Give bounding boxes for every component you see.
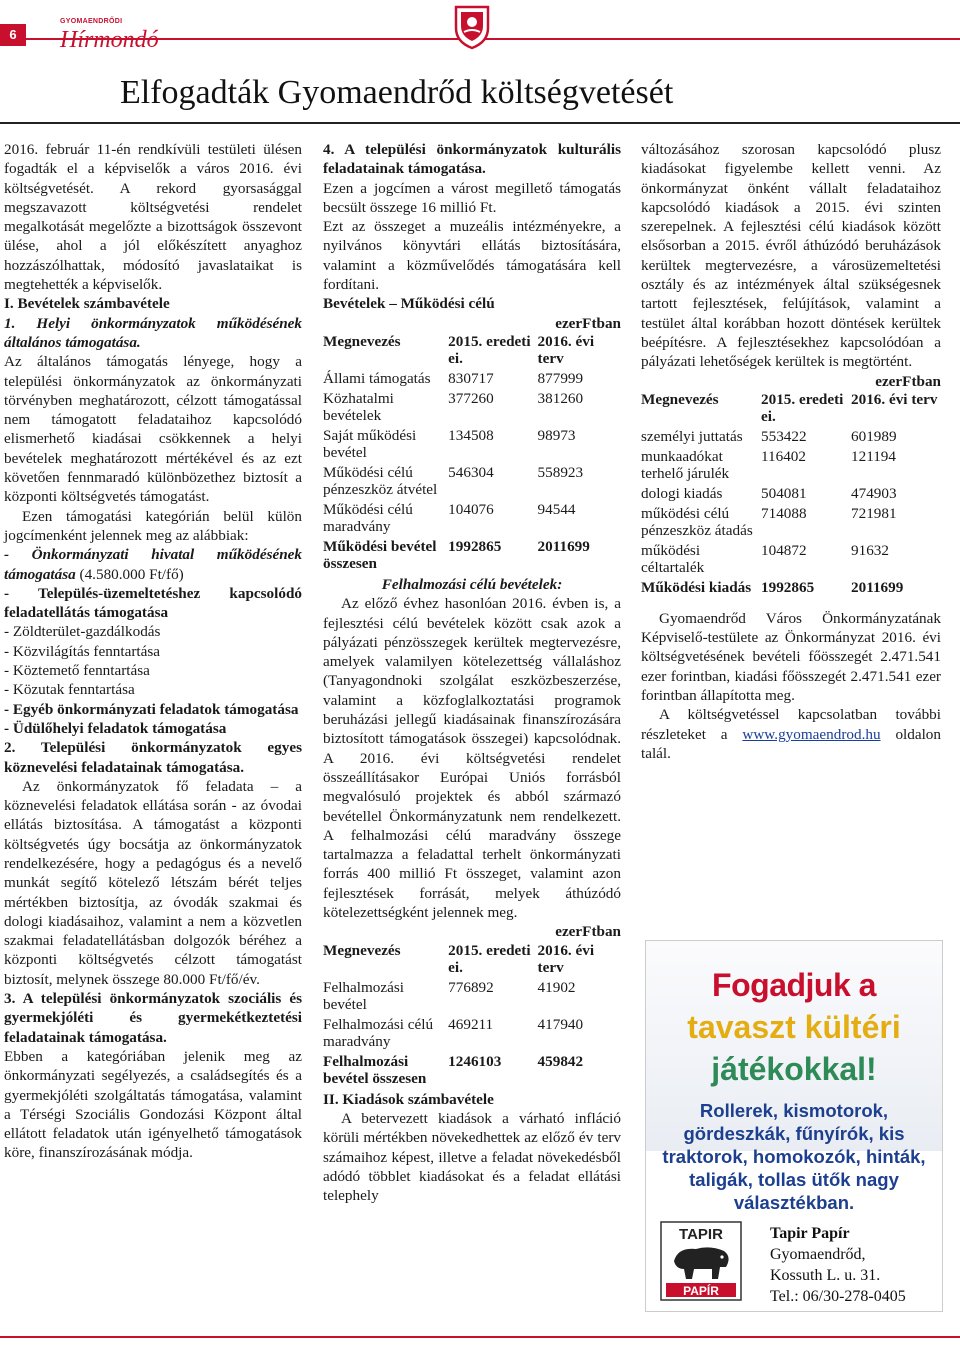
table-unit: ezerFtban bbox=[875, 372, 941, 390]
table-body bbox=[641, 428, 941, 599]
ad-body-text: Rollerek, kismotorok, gördeszkák, fűnyírók, kis traktorok, homokozók, hinták, taligák, tollas ütők nagy választékban. bbox=[662, 1100, 926, 1213]
ad-address bbox=[770, 1223, 940, 1307]
column-header: 2016. évi terv bbox=[537, 332, 595, 367]
subsection-heading-culture: 4. A települési önkormányzatok kulturális feladatainak támogatása. bbox=[323, 141, 621, 178]
cell-name: Működési célú maradvány bbox=[323, 500, 413, 535]
table-header-row bbox=[323, 942, 621, 979]
cell-2016: 459842 bbox=[537, 1052, 584, 1070]
cell-2015: 377260 bbox=[448, 389, 494, 407]
cell-2016: 417940 bbox=[537, 1015, 584, 1033]
cell-2015: 504081 bbox=[761, 484, 807, 502]
paragraph: Az általános támogatás lényege, hogy a települési önkormányzatok az önkormányzati törvényben meghatározott, célzott támogatással nem támogatott feladataihoz kapcsolódó elismerhető kiadásai csökkennek a helyi bevételek meghatározott mértékével és az ezt követően fennmaradó különbözethez biztosít a központi költségvetés támogatást. bbox=[4, 353, 302, 506]
paragraph: Gyomaendrőd Város Önkormányzatának Képviselő-testülete az Önkormányzat 2016. évi költségvetésének bevételi főösszegét 2.471.541 ezer forintban, kiadási főösszegét 2.471.541 ezer forintban állapította meg. bbox=[641, 609, 941, 705]
subsection-heading-social: 3. A települési önkormányzatok szociális és gyermekjóléti és gyermekétkeztetési feladatainak támogatása. bbox=[4, 990, 302, 1046]
table-row bbox=[323, 538, 621, 575]
cell-2016: 558923 bbox=[537, 463, 584, 481]
logo-bottom-text: PAPÍR bbox=[683, 1284, 719, 1298]
paragraph: változásához szorosan kapcsolódó plusz kiadásokat figyelembe kellett venni. Az önkormányzat önként vállalt feladataihoz kapcsolódó kiadások a 2015. évi szinten szerepelnek. A fejlesztési célú kiadások között elsősorban a 2015. évről áthúzódó beruházások kerültek megtervezésre, a városüzemeltetési osztály és az intézmények által szükségesnek tartott fejlesztések, felújítások, valamint a testület által korábban hozott döntések kerültek beépítésre. A fejlesztésekhez kapcsolódóan a pályázati lehetőségek kerültek is megtörtént. bbox=[641, 141, 941, 371]
column-3 bbox=[641, 140, 941, 763]
shop-city: Gyomaendrőd, bbox=[770, 1246, 866, 1263]
cell-2016: 121194 bbox=[851, 447, 896, 465]
cell-name: működési célú pénzeszköz átadás bbox=[641, 504, 753, 539]
list-item: - Közvilágítás fenntartása bbox=[4, 642, 161, 660]
list-item: - Zöldterület-gazdálkodás bbox=[4, 623, 161, 641]
cell-2016: 91632 bbox=[851, 541, 889, 559]
cell-2015: 1992865 bbox=[448, 537, 502, 555]
title-rule bbox=[0, 122, 960, 124]
logo-title: Hírmondó bbox=[60, 27, 159, 53]
cell-2015: 776892 bbox=[448, 978, 494, 996]
cell-name: Állami támogatás bbox=[323, 369, 431, 387]
text: A költségvetéssel kapcsolatban további részleteket a bbox=[641, 706, 941, 743]
cell-2015: 116402 bbox=[761, 447, 806, 465]
footer-rule bbox=[0, 1336, 960, 1338]
cell-name: munkaadókat terhelő járulék bbox=[641, 447, 730, 482]
table-header-row bbox=[641, 391, 941, 428]
intro-paragraph: 2016. február 11-én rendkívüli testületi ülésen fogadták el a képviselők a város 2016. évi költségvetését. A rekord gyorsasággal megszavazott költségvetési rendelet megalkotását megelőzte a bizottságok összevont ülése, ahol a jól előkészített anyaghoz hozzászólhattak, módosító javaslataikat is megtehették a képviselők. bbox=[4, 141, 302, 294]
text: oldalon talál. bbox=[641, 725, 941, 762]
table-unit: ezerFtban bbox=[555, 923, 621, 941]
coat-of-arms-icon bbox=[452, 4, 492, 50]
cell-2016: 877999 bbox=[537, 369, 584, 387]
table-row bbox=[323, 1016, 621, 1053]
list-item: - Település-üzemeltetéshez kapcsolódó feladatellátás támogatása bbox=[4, 584, 302, 622]
cell-2016: 381260 bbox=[537, 389, 584, 407]
table-row bbox=[323, 464, 621, 501]
cell-2016: 94544 bbox=[537, 500, 576, 518]
list-item-bold: - Önkormányzati hivatal működésének támogatása bbox=[4, 546, 302, 583]
column-header: 2016. évi terv bbox=[851, 390, 938, 408]
operating-income-table bbox=[323, 333, 621, 575]
tapir-papir-logo bbox=[660, 1221, 742, 1301]
cell-2016: 41902 bbox=[537, 978, 576, 996]
page-number: 6 bbox=[0, 24, 26, 46]
cell-name: Közhatalmi bevételek bbox=[323, 389, 394, 424]
subheading-capital-income: Felhalmozási célú bevételek: bbox=[381, 575, 563, 593]
table-row bbox=[641, 428, 941, 448]
table-title-operating-income: Bevételek – Működési célú bbox=[323, 295, 495, 313]
table-row bbox=[323, 390, 621, 427]
paragraph: Ezen a jogcímen a várost megillető támogatás becsült összege 16 millió Ft. bbox=[323, 179, 621, 216]
table-row bbox=[641, 448, 941, 485]
cell-name: Működési bevétel összesen bbox=[323, 537, 437, 572]
shop-name: Tapir Papír bbox=[770, 1225, 850, 1242]
table-row bbox=[641, 579, 941, 599]
cell-name: működési céltartalék bbox=[641, 541, 705, 576]
cell-2016: 2011699 bbox=[537, 537, 590, 555]
list-item-amount: (4.580.000 Ft/fő) bbox=[75, 565, 184, 583]
paragraph: Ezt az összeget a muzeális intézményekre, a nyilvános könyvtári ellátás biztosítására, valamint a közművelődés támogatására kell fordítani. bbox=[323, 218, 621, 294]
cell-2015: 134508 bbox=[448, 426, 494, 444]
section-heading-income: I. Bevételek számbavétele bbox=[4, 295, 170, 313]
table-row bbox=[323, 370, 621, 390]
column-header: 2015. eredeti ei. bbox=[761, 390, 844, 425]
website-link[interactable]: www.gyomaendrod.hu bbox=[742, 725, 881, 743]
subsection-heading-general-support: 1. Helyi önkormányzatok működésének általános támogatása. bbox=[4, 314, 302, 351]
cell-2015: 1246103 bbox=[448, 1052, 502, 1070]
cell-2016: 474903 bbox=[851, 484, 897, 502]
table-row bbox=[323, 501, 621, 538]
cell-2015: 830717 bbox=[448, 369, 494, 387]
column-header: 2015. eredeti ei. bbox=[448, 332, 531, 367]
shop-phone: Tel.: 06/30-278-0405 bbox=[770, 1288, 906, 1305]
cell-name: Saját működési bevétel bbox=[323, 426, 417, 461]
table-row bbox=[641, 485, 941, 505]
paragraph: Az önkormányzatok fő feladata – a köznevelési feladatok ellátása során - az óvodai ellátás biztosítása. A támogatást a központi költségvetés úgy bocsátja az önkormányzatok rendelkezésére, hogy a pedagógus és a nevelő munkát segítő kötelező létszám bérét teljes mértékben biztosítja, az óvodák szakmai és dologi kiadásaihoz, valamint a nem a közvetlen szakmai feladatellátásban dolgozók béréhez a központi költségvetés célzott támogatást biztosít, melynek összege 80.000 Ft/fő/év. bbox=[4, 777, 302, 988]
table-row bbox=[641, 505, 941, 542]
list-item: - Köztemető fenntartása bbox=[4, 662, 150, 680]
cell-2016: 98973 bbox=[537, 426, 576, 444]
table-body bbox=[323, 979, 621, 1090]
paragraph bbox=[4, 545, 302, 584]
cell-2016: 601989 bbox=[851, 427, 897, 445]
shop-street: Kossuth L. u. 31. bbox=[770, 1267, 881, 1284]
cell-name: Felhalmozási célú maradvány bbox=[323, 1015, 434, 1050]
cell-name: személyi juttatás bbox=[641, 427, 743, 445]
capital-income-table bbox=[323, 942, 621, 1090]
list-item: - Közutak fenntartása bbox=[4, 681, 135, 699]
operating-expense-table bbox=[641, 391, 941, 599]
table-row bbox=[641, 542, 941, 579]
cell-2015: 104076 bbox=[448, 500, 494, 518]
page-title: Elfogadták Gyomaendrőd költségvetését bbox=[120, 74, 674, 111]
cell-2015: 714088 bbox=[761, 504, 807, 522]
cell-2016: 2011699 bbox=[851, 578, 904, 596]
column-header: 2015. eredeti ei. bbox=[448, 941, 531, 976]
cell-2016: 721981 bbox=[851, 504, 897, 522]
ad-headline: játékokkal! bbox=[711, 1051, 877, 1087]
subsection-heading-education: 2. Települési önkormányzatok egyes köznevelési feladatainak támogatása. bbox=[4, 739, 302, 776]
cell-2015: 546304 bbox=[448, 463, 494, 481]
cell-2015: 469211 bbox=[448, 1015, 494, 1033]
paragraph: Az előző évhez hasonlóan 2016. évben is, a fejlesztési célú bevételek között csak azok a pályázati pénzösszegek kerültek megtervezésre, amelyek valamilyen kötelezettség vállaláshoz (Tanyagondnoki szolgálat eszközbeszerzése, valamint a közfoglalkoztatási programok beruházási jellegű kiadásainak finanszírozására biztosított támogatások összegei) kapcsolódnak. A 2016. évi költségvetési rendelet összeállításakor Európai Uniós forrásból megvalósuló projektek és abból származó bevétellel Önkormányzatunk nem rendelkezett. A felhalmozási célú maradvány összege tartalmazza a feladattal terhelt önkormányzati forrás 400 millió Ft összeget, valamint azon fejlesztések forrását, melyek áthúzódó kötelezettségként jelennek meg. bbox=[323, 595, 621, 922]
table-body bbox=[323, 370, 621, 575]
cell-name: Felhalmozási bevétel bbox=[323, 978, 404, 1013]
table-unit: ezerFtban bbox=[555, 314, 621, 332]
cell-name: Felhalmozási bevétel összesen bbox=[323, 1052, 427, 1087]
cell-name: dologi kiadás bbox=[641, 484, 723, 502]
list-item: - Üdülőhelyi feladatok támogatása bbox=[4, 719, 227, 737]
logo-small-text: GYOMAENDRŐDI bbox=[60, 18, 123, 25]
section-heading-expenses: II. Kiadások számbavétele bbox=[323, 1090, 494, 1108]
ad-headline: tavaszt kültéri bbox=[687, 1009, 901, 1045]
column-header: 2016. évi terv bbox=[537, 941, 595, 976]
table-row bbox=[323, 1053, 621, 1090]
cell-name: Működési célú pénzeszköz átvétel bbox=[323, 463, 438, 498]
table-row bbox=[323, 427, 621, 464]
column-header: Megnevezés bbox=[323, 332, 401, 350]
list-item: - Egyéb önkormányzati feladatok támogatása bbox=[4, 700, 299, 718]
table-header-row bbox=[323, 333, 621, 370]
column-1 bbox=[4, 140, 302, 1163]
cell-2015: 1992865 bbox=[761, 578, 815, 596]
column-2 bbox=[323, 140, 621, 1205]
paragraph bbox=[641, 705, 941, 763]
logo-top-text: TAPIR bbox=[679, 1226, 723, 1243]
column-header: Megnevezés bbox=[641, 390, 719, 408]
paragraph: Ezen támogatási kategórián belül külön jogcímenként jelennek meg az alábbiak: bbox=[4, 507, 302, 544]
paragraph: Ebben a kategóriában jelenik meg az önkormányzati segélyezés, a családsegítés és a gyermekjóléti szolgáltatás támogatása, valamint a Térségi Szociális Gondozási Központ által ellátott feladatok után igényelhető támogatások köre, finanszírozásának módja. bbox=[4, 1047, 302, 1162]
cell-2015: 104872 bbox=[761, 541, 807, 559]
newspaper-logo bbox=[38, 14, 159, 54]
column-header: Megnevezés bbox=[323, 941, 401, 959]
cell-2015: 553422 bbox=[761, 427, 807, 445]
ad-headline: Fogadjuk a bbox=[712, 967, 876, 1003]
cell-name: Működési kiadás bbox=[641, 578, 752, 596]
table-row bbox=[323, 979, 621, 1016]
paragraph: A betervezett kiadások a várható infláció körüli mértékben növekedhettek az előző év terv számaihoz képest, illetve a feladat növekedésből adódó többlet kiadásokat és a feladat ellátási telephely bbox=[323, 1109, 621, 1205]
advertisement bbox=[645, 940, 943, 1312]
